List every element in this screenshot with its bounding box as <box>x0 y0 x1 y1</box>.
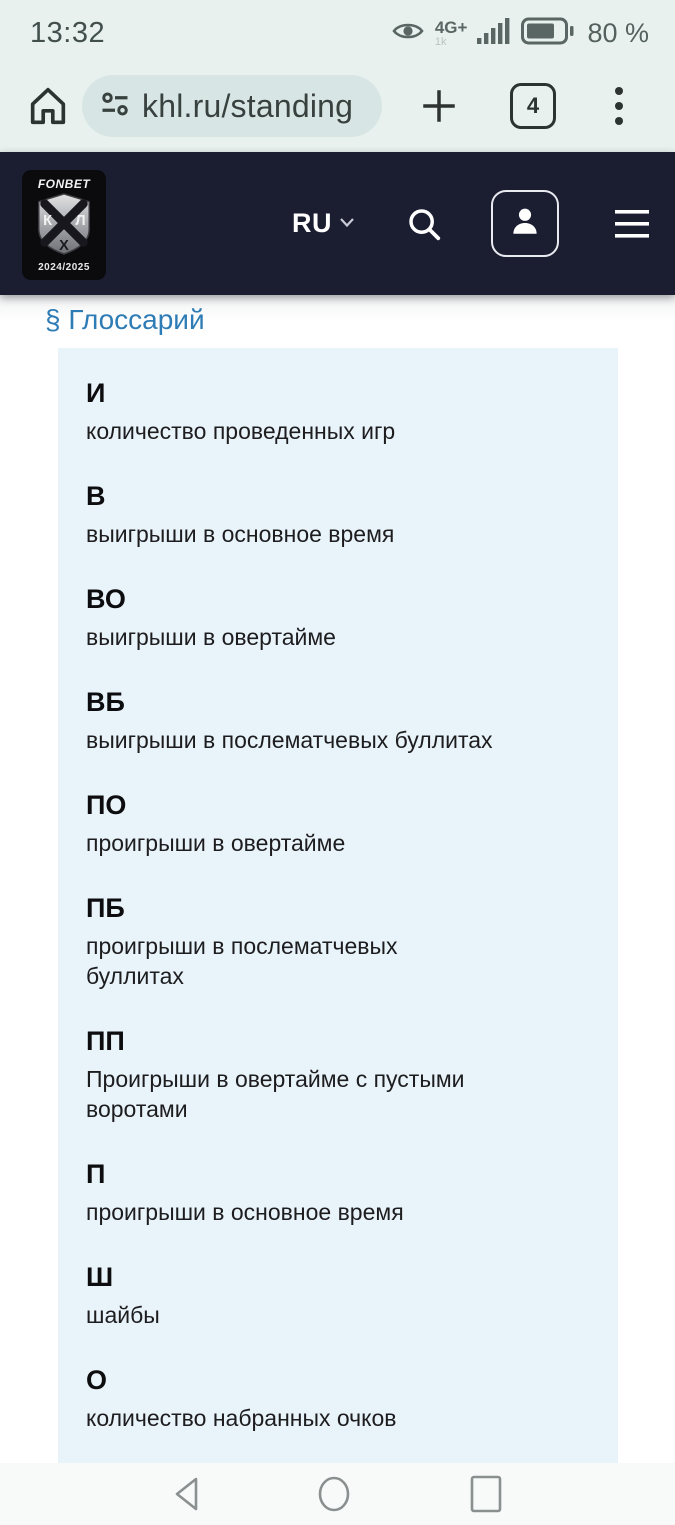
glossary-entry <box>86 1365 590 1433</box>
browser-toolbar <box>0 60 675 152</box>
eye-comfort-icon <box>391 19 425 48</box>
glossary-term: ВО <box>86 584 126 614</box>
glossary-definition: выигрыши в послематчевых буллитах <box>86 727 493 753</box>
header-actions <box>292 190 649 257</box>
glossary-definition: шайбы <box>86 1302 160 1328</box>
glossary-term: ПО <box>86 790 127 820</box>
chevron-down-icon <box>339 215 355 233</box>
glossary-entry <box>86 687 590 755</box>
glossary-definition: проигрыши в основное время <box>86 1199 404 1225</box>
glossary-entry <box>86 1026 590 1124</box>
tab-switcher-button[interactable] <box>510 83 556 129</box>
glossary-entry <box>86 481 590 549</box>
logo-season-text: 2024/2025 <box>38 261 90 273</box>
glossary-definition: проигрыши в овертайме <box>86 830 346 856</box>
new-tab-button[interactable] <box>414 85 464 127</box>
glossary-term: ПБ <box>86 893 125 923</box>
svg-text:Х: Х <box>59 237 69 254</box>
person-icon <box>508 204 542 243</box>
page-content <box>0 295 675 1463</box>
glossary-entry <box>86 1159 590 1227</box>
android-nav-bar <box>0 1463 675 1525</box>
browser-menu-button[interactable] <box>604 84 634 128</box>
glossary-definition: количество набранных очков <box>86 1405 397 1431</box>
logo-sponsor-text: FONBET <box>37 176 91 191</box>
browser-home-button[interactable] <box>20 83 76 129</box>
tab-count: 4 <box>526 93 540 118</box>
khl-shield-icon <box>34 192 94 261</box>
glossary-definition: Проигрыши в овертайме с пустыми воротами <box>86 1066 465 1122</box>
glossary-entry <box>86 584 590 652</box>
url-text: khl.ru/standing <box>142 87 354 124</box>
glossary-entry <box>86 790 590 858</box>
glossary-definition: количество проведенных игр <box>86 418 396 444</box>
glossary-term: ВБ <box>86 687 125 717</box>
glossary-definition: выигрыши в основное время <box>86 521 395 547</box>
address-bar[interactable] <box>82 75 382 137</box>
glossary-definition: выигрыши в овертайме <box>86 624 336 650</box>
site-info-icon[interactable] <box>100 89 130 124</box>
glossary-definition: проигрыши в послематчевых буллитах <box>86 933 398 989</box>
language-switcher[interactable] <box>292 208 355 239</box>
glossary-panel <box>58 348 618 1463</box>
status-icons <box>391 16 649 51</box>
svg-text:Л: Л <box>75 212 86 229</box>
signal-bars-icon <box>477 17 511 50</box>
glossary-entry <box>86 893 590 991</box>
glossary-term: ПП <box>86 1026 125 1056</box>
glossary-term: О <box>86 1365 108 1395</box>
glossary-term: И <box>86 378 106 408</box>
home-button[interactable] <box>314 1474 354 1514</box>
glossary-entry <box>86 378 590 446</box>
account-button[interactable] <box>491 190 559 257</box>
language-label: RU <box>292 208 332 238</box>
search-icon[interactable] <box>405 205 443 243</box>
back-button[interactable] <box>170 1474 202 1514</box>
clock: 13:32 <box>30 16 106 49</box>
battery-icon <box>521 16 575 51</box>
glossary-term: Ш <box>86 1262 114 1292</box>
svg-text:К: К <box>43 212 52 229</box>
khl-logo[interactable] <box>22 170 106 280</box>
status-bar <box>0 0 675 60</box>
network-4g-plus-icon: 4G+ 1k <box>434 17 468 48</box>
battery-percent: 80 % <box>587 17 649 48</box>
recents-button[interactable] <box>466 1474 506 1514</box>
glossary-entry <box>86 1262 590 1330</box>
glossary-term: В <box>86 481 106 511</box>
glossary-term: П <box>86 1159 106 1189</box>
page-title[interactable]: § Глоссарий <box>45 304 205 335</box>
khl-site-header <box>0 152 675 295</box>
hamburger-menu-icon[interactable] <box>615 209 649 239</box>
